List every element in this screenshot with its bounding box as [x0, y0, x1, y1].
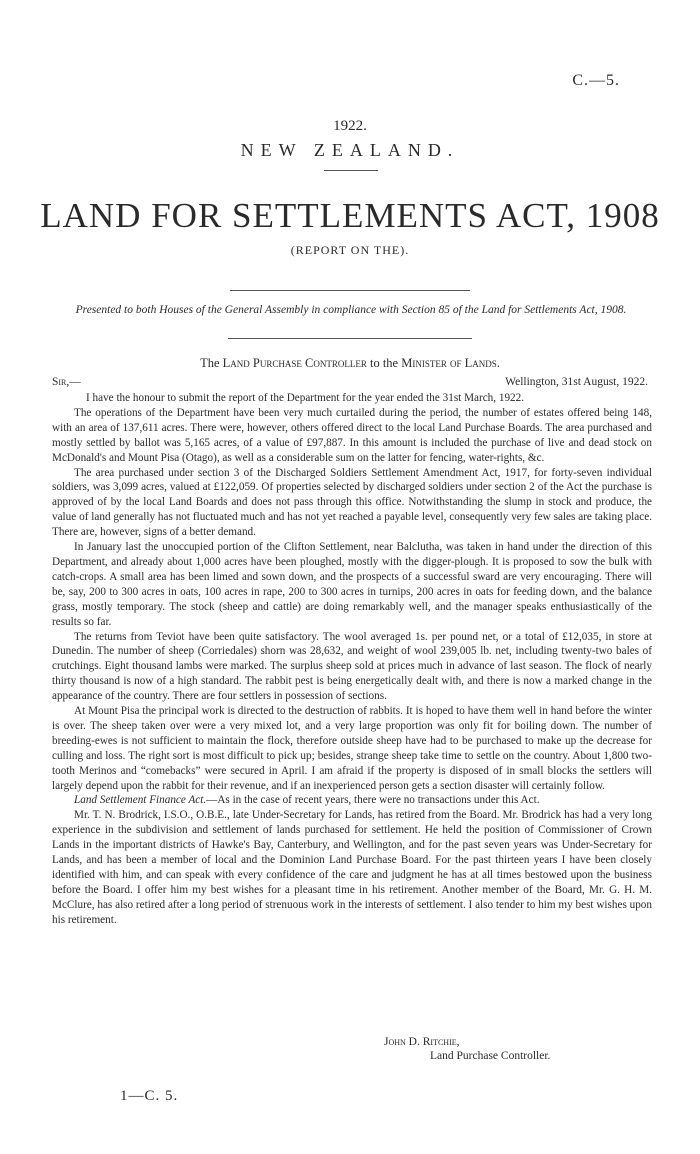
footer-ref: 1—C. 5. — [120, 1088, 179, 1104]
paragraph: The area purchased under section 3 of the Discharged Soldiers Settlement Amendment Act, 1917, for forty-seven individual soldiers, was 3,099 acres, valued at £122,059. Of properties selected by discharged soldiers under section 2 of the Act the purchase is approved of by the local Land Boards and does not pass through this office. Notwithstanding the slump in stock and produce, the value of land generally has not fluctuated much and has not yet reached a payable level, consequently very few sales are taking place. There are, however, signs of a better demand. — [52, 466, 652, 539]
place-date: Wellington, 31st August, 1922. — [505, 376, 648, 388]
paragraph: In January last the unoccupied portion of the Clifton Settlement, near Balclutha, was taken in hand under the direction of this Department, and already about 1,000 acres have been ploughed, mostly with the digger-plough. It is proposed to sow the bulk with catch-crops. A small area has been limed and sown down, and the prospects of a successful sward are very encouraging. There will be, say, 200 to 300 acres in oats, 100 acres in rape, 200 to 300 acres in turnips, 200 acres in oats for feeding down, and the balance grass, mostly temporary. The stock (sheep and cattle) are doing remarkably well, and the manager speaks enthusiastically of the results so far. — [52, 541, 652, 628]
finance-text: —As in the case of recent years, there were no transactions under this Act. — [206, 794, 540, 807]
signature-position: Land Purchase Controller. — [430, 1050, 551, 1062]
address-heading — [0, 356, 700, 371]
document-title: LAND FOR SETTLEMENTS ACT, 1908 — [40, 196, 660, 235]
country-heading: NEW ZEALAND. — [240, 140, 460, 160]
signature-name: John D. Ritchie, — [384, 1036, 460, 1048]
report-body — [52, 391, 652, 928]
divider — [228, 338, 472, 339]
heading-from: Land Purchase Controller — [222, 356, 367, 370]
heading-to: Minister of Lands. — [401, 356, 500, 370]
page-reference: C.—5. — [572, 72, 620, 89]
divider — [324, 170, 378, 171]
paragraph: Mr. T. N. Brodrick, I.S.O., O.B.E., late Under-Secretary for Lands, has retired from the Board. Mr. Brodrick has had a very long experience in the subdivision and settlement of lands purchased for settlement. He held the position of Commissioner of Crown Lands in the important districts of Hawke's Bay, Canterbury, and Wellington, and for the past seven years was Under-Secretary for Lands, and has been a member of local and the Dominion Land Purchase Board. For the past thirteen years I have been closely identified with him, and can speak with every confidence of the care and judgment he has at all times bestowed upon the business before the Board. I offer him my best wishes for a pleasant time in his retirement. Another member of the Board, Mr. G. H. M. McClure, has also retired after a long period of strenuous work in the interests of settlement. I also tender to him my best wishes upon his retirement. — [52, 809, 652, 926]
divider — [230, 290, 470, 291]
paragraph: At Mount Pisa the principal work is directed to the destruction of rabbits. It is hoped to have them well in hand before the winter is over. The sheep taken over were a very mixed lot, and a very large proportion was only fit for boiling down. The number of breeding-ewes is not sufficient to maintain the flock, therefore outside sheep have had to be purchased to make up the decrease for culling and loss. The right sort is most difficult to pick up; besides, strange sheep take time to settle on the country. About 1,800 two-tooth Merinos and “comebacks” were secured in April. I am afraid if the property is disposed of in small blocks the settlers will largely depend upon the rabbit for their revenue, and if an inexperienced person gets a section disaster will certainly follow. — [52, 705, 652, 792]
presentation-note: Presented to both Houses of the General Assembly in compliance with Section 85 of the Land for Settlements Act, 1908. — [75, 304, 627, 316]
paragraph: I have the honour to submit the report of the Department for the year ended the 31st March, 1922. — [86, 392, 525, 404]
document-year: 1922. — [333, 118, 367, 134]
paragraph: The operations of the Department have been very much curtailed during the period, the number of estates offered being 148, with an area of 137,611 acres. There were, however, others offered direct to the local Land Purchase Boards. The area purchased and mostly settled by ballot was 5,165 acres, of a value of £97,887. In this amount is included the purchase of live and dead stock on McDonald's and Mount Pisa (Otago), as well as a considerable sum on the latter for fencing, water-rights, &c. — [52, 406, 652, 464]
heading-middle: to the — [369, 356, 399, 370]
finance-paragraph — [52, 793, 652, 808]
salutation: Sir,— — [52, 376, 81, 388]
heading-prefix: The — [200, 356, 220, 370]
finance-act-label: Land Settlement Finance Act. — [74, 794, 207, 807]
paragraph: The returns from Teviot have been quite satisfactory. The wool averaged 1s. per pound net, or a total of £12,035, in store at Dunedin. The number of sheep (Corriedales) shorn was 28,632, and weight of wool 239,005 lb. net, including twenty-two bales of crutchings. Eight thousand lambs were marked. The surplus sheep sold at prices much in advance of last season. The flock of nearly thirty thousand is now of a high standard. The rabbit pest is being energetically dealt with, and there is now a marked change in the appearance of the country. There are four settlers in possession of sections. — [52, 630, 652, 703]
document-subtitle: (REPORT ON THE). — [290, 243, 410, 257]
